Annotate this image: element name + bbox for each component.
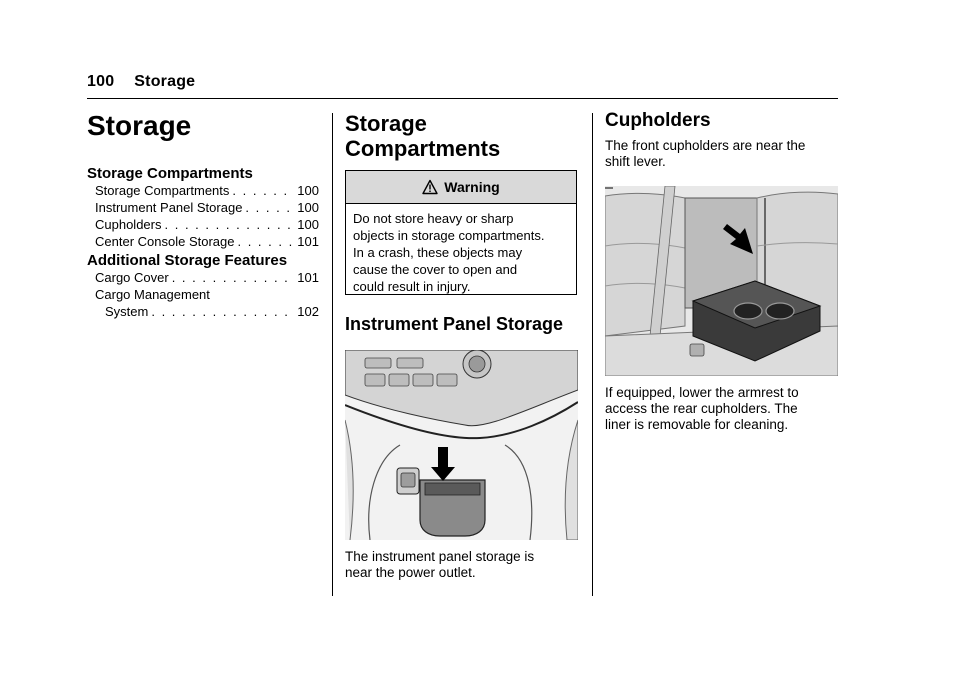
toc-entry-page: 101	[297, 270, 319, 285]
warning-title: Warning	[444, 179, 500, 195]
caption-line: liner is removable for cleaning.	[605, 417, 789, 432]
caption-line: If equipped, lower the armrest to	[605, 385, 799, 400]
toc-entry[interactable]	[87, 216, 319, 233]
toc-entry-page: 101	[297, 234, 319, 249]
chapter-title: Storage	[87, 110, 192, 141]
caption-line: near the power outlet.	[345, 565, 476, 580]
toc-entry-label: Instrument Panel Storage	[95, 200, 243, 215]
header-rule	[87, 98, 838, 99]
intro-line: shift lever.	[605, 154, 666, 169]
toc-entry[interactable]	[87, 199, 319, 216]
warning-line: Do not store heavy or sharp	[353, 211, 514, 226]
toc-leader	[151, 303, 294, 320]
toc-entry-label: System	[105, 304, 149, 319]
cupholders-caption	[605, 385, 837, 433]
cupholders-intro	[605, 138, 837, 170]
heading-line: Storage	[345, 111, 427, 136]
toc-entry-continuation[interactable]	[87, 303, 319, 320]
instrument-panel-caption	[345, 549, 577, 581]
rear-cupholder-illustration	[605, 186, 838, 376]
warning-line: cause the cover to open and	[353, 262, 518, 277]
toc-group-storage-compartments	[87, 165, 319, 250]
caption-line: access the rear cupholders. The	[605, 401, 798, 416]
running-header	[87, 73, 195, 91]
section-heading-storage-compartments	[345, 111, 500, 161]
heading-line: Compartments	[345, 136, 501, 161]
toc-section-title: Additional Storage Features	[87, 252, 288, 269]
toc-entry-label: Cargo Management	[95, 287, 210, 302]
intro-line: The front cupholders are near the	[605, 138, 806, 153]
toc-entry[interactable]	[87, 233, 319, 250]
toc-leader	[165, 216, 295, 233]
page-number: 100	[87, 73, 115, 90]
toc-entry-page: 100	[297, 217, 319, 232]
warning-line: objects in storage compartments.	[353, 228, 545, 243]
toc-leader	[245, 199, 294, 216]
subheading-instrument-panel-storage: Instrument Panel Storage	[345, 314, 564, 334]
toc-entry-multiline[interactable]	[87, 286, 319, 303]
toc-entry-page: 102	[297, 304, 319, 319]
warning-line: could result in injury.	[353, 279, 471, 294]
header-section-title: Storage	[134, 73, 196, 90]
toc-entry-label: Storage Compartments	[95, 183, 230, 198]
warning-header	[346, 171, 576, 204]
toc-entry[interactable]	[87, 182, 319, 199]
toc-entry-page: 100	[297, 200, 319, 215]
toc-entry-label: Cupholders	[95, 217, 162, 232]
toc-leader	[172, 269, 295, 286]
toc-section-title: Storage Compartments	[87, 165, 253, 182]
warning-text	[346, 204, 576, 295]
instrument-panel-storage-illustration	[345, 350, 578, 540]
warning-box	[345, 170, 577, 295]
toc-entry-label: Center Console Storage	[95, 234, 235, 249]
toc-entry-label: Cargo Cover	[95, 270, 169, 285]
toc-entry-page: 100	[297, 183, 319, 198]
warning-line: In a crash, these objects may	[353, 245, 523, 260]
toc-leader	[232, 182, 294, 199]
caption-line: The instrument panel storage is	[345, 549, 535, 564]
column-divider-right	[592, 113, 593, 596]
toc-leader	[237, 233, 294, 250]
toc-entry[interactable]	[87, 269, 319, 286]
toc-group-additional-storage	[87, 252, 319, 320]
warning-triangle-icon	[422, 179, 438, 195]
section-heading-cupholders: Cupholders	[605, 110, 711, 131]
column-divider-left	[332, 113, 333, 596]
